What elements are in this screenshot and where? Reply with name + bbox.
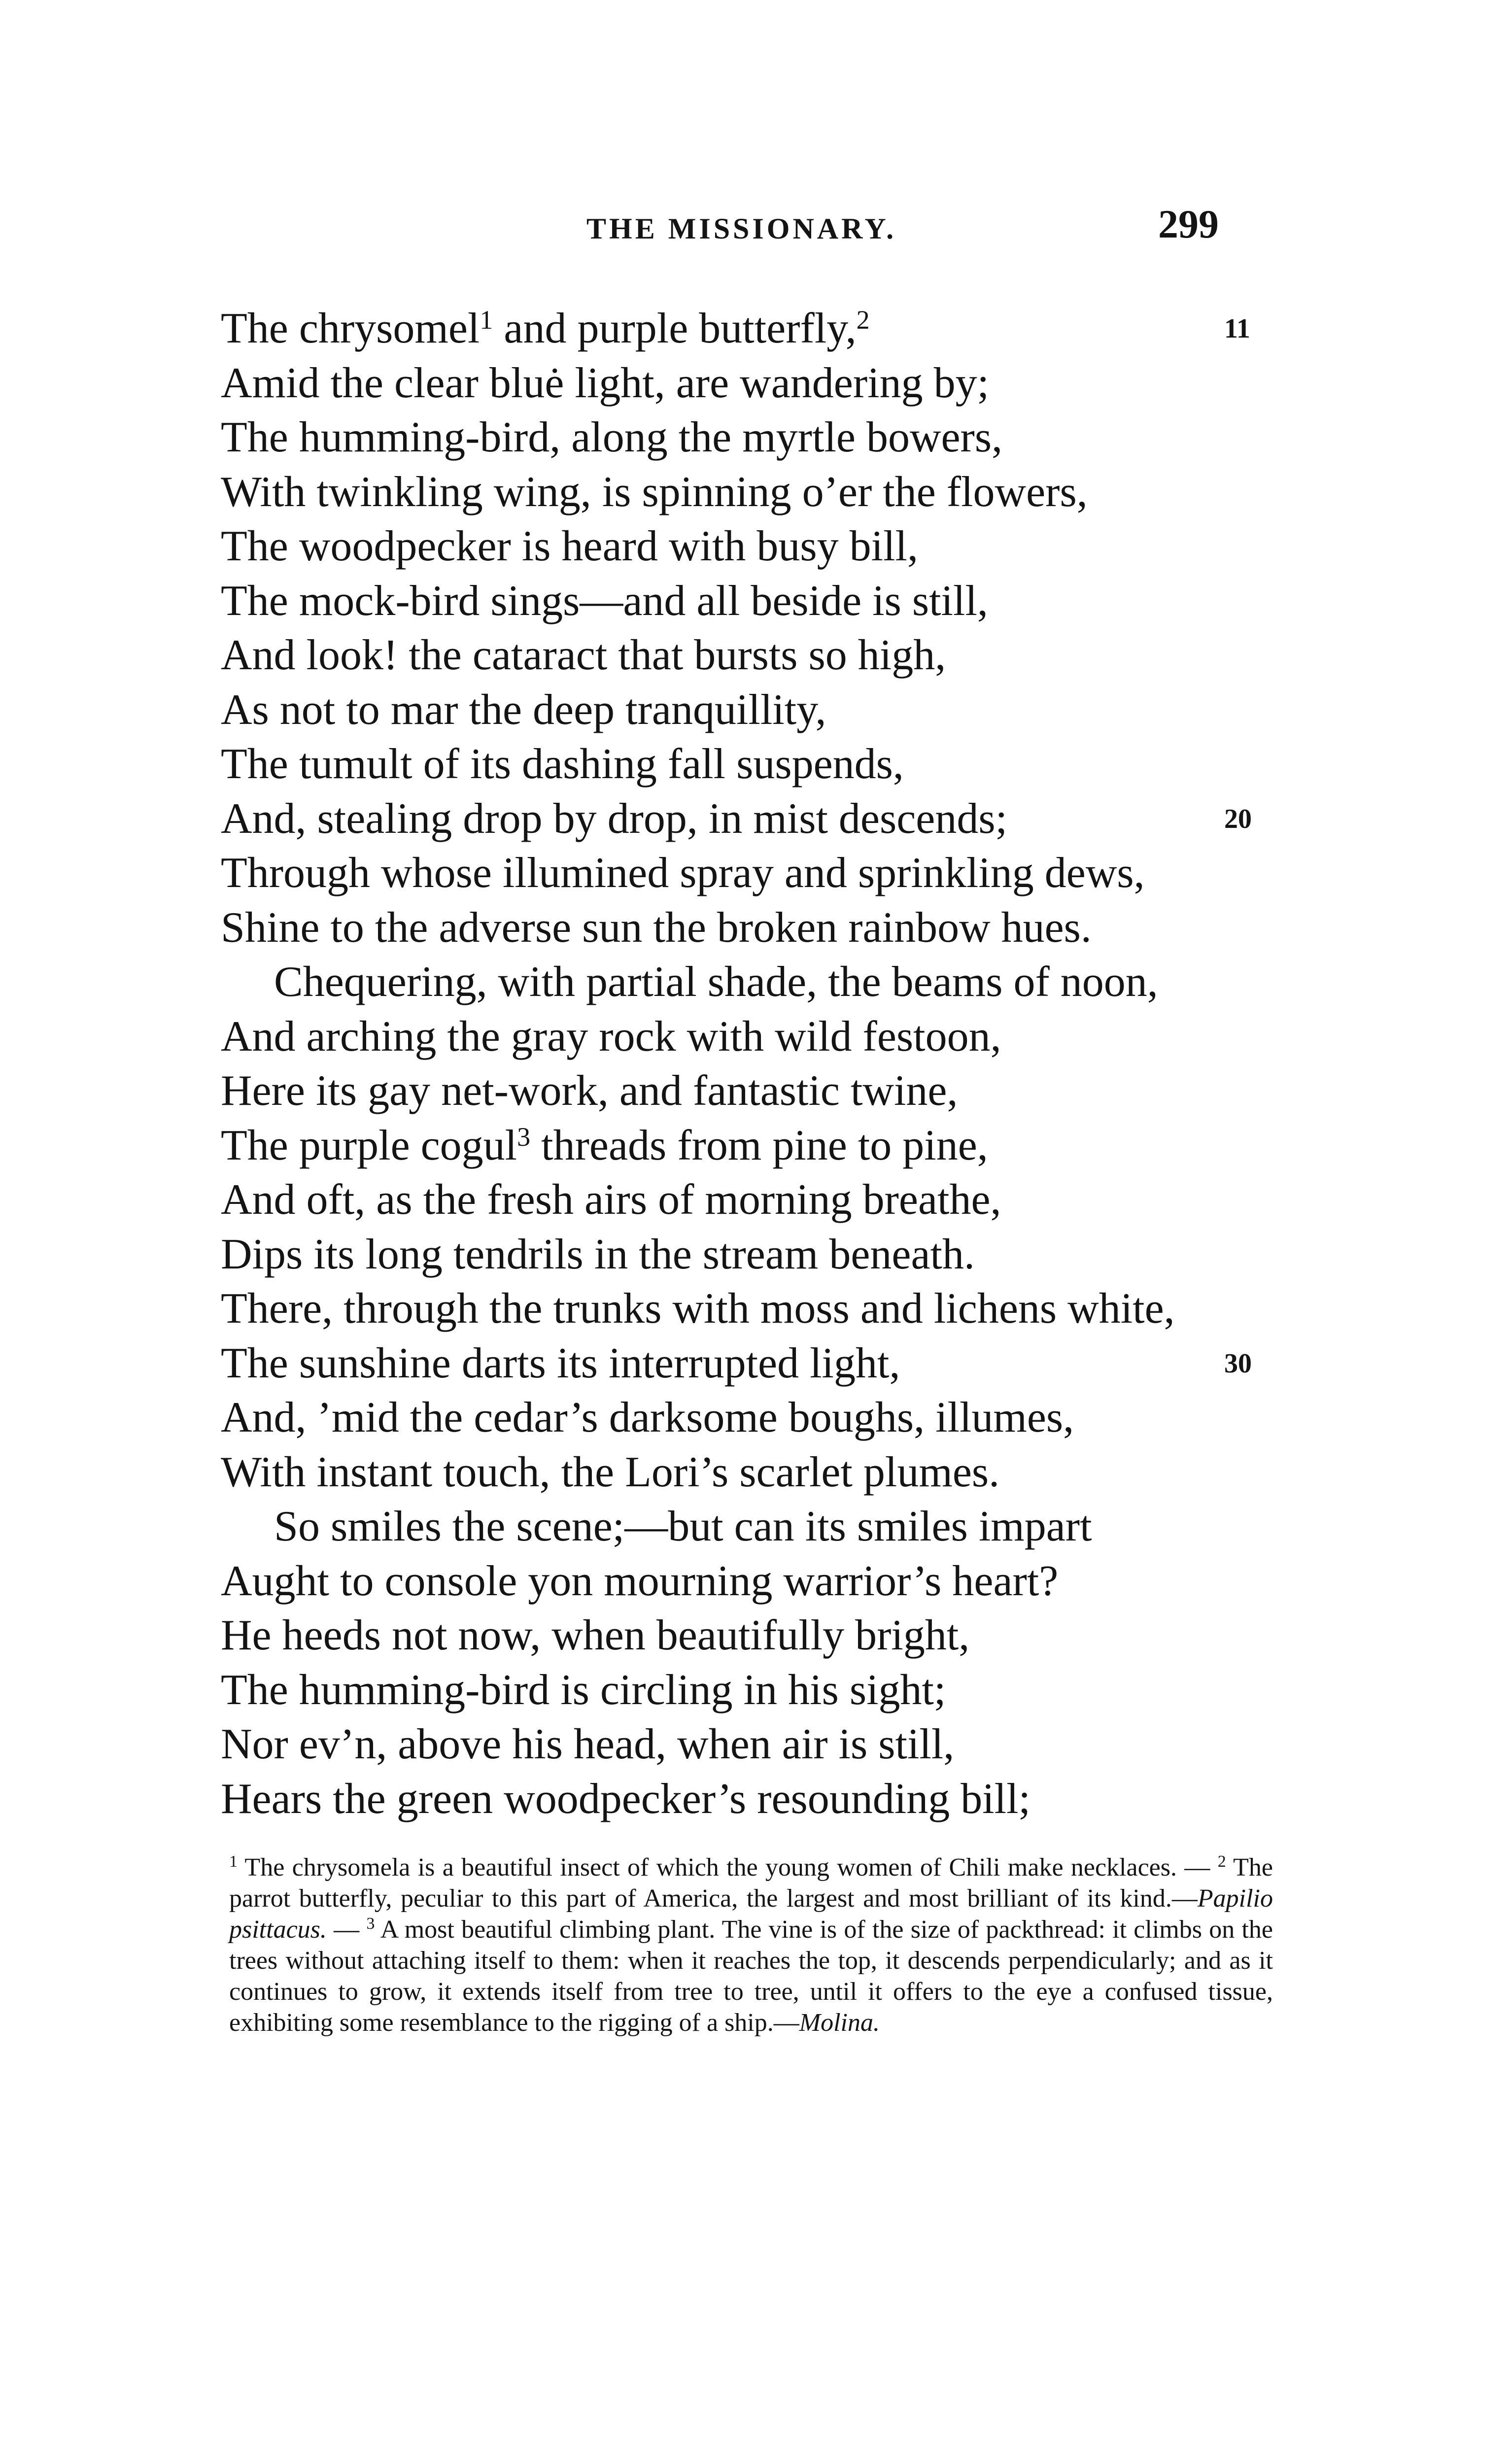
poem-line: [221, 1336, 1305, 1391]
poem-line-text: and purple butterfly,: [493, 305, 857, 352]
poem-line: With twinkling wing, is spinning o’er the flowers,: [221, 468, 1088, 516]
footnote-source: Molina.: [799, 2009, 880, 2037]
footnotes: [229, 1852, 1273, 2038]
poem-line: So smiles the scene;—but can its smiles impart: [274, 1503, 1092, 1550]
poem-line: He heeds not now, when beautifully bright,: [221, 1611, 970, 1659]
footnote-text: A most beautiful climbing plant. The vine is of the size of packthread: it climbs on the trees without attaching itself to them: when it reaches the top, it descends perpendicularly; and as it continues to grow, it extends itself from tree to tree, until it offers to the eye a confused tissue, exhibiting some resemblance to the rigging of a ship.—: [229, 1916, 1273, 2037]
poem-line: Shine to the adverse sun the broken rainbow hues.: [221, 903, 1092, 952]
poem-line-text: threads from pine to pine,: [530, 1121, 988, 1169]
poem-line: [221, 792, 1305, 847]
footnote-mark: 1: [229, 1852, 238, 1871]
poem-line: And look! the cataract that bursts so high,: [221, 631, 946, 679]
footnote-separator: —: [326, 1916, 367, 1944]
poem-line: The humming-bird is circling in his sight;: [221, 1666, 946, 1714]
page-number: 299: [1158, 202, 1219, 246]
poem-line: Amid the clear bluė light, are wandering by;: [221, 359, 990, 407]
poem-line-text: The purple cogul: [221, 1121, 517, 1169]
poem-line: And oft, as the fresh airs of morning breathe,: [221, 1176, 1001, 1224]
poem-line: [221, 1119, 1305, 1173]
line-number: 30: [1224, 1348, 1252, 1379]
footnote-mark: 3: [366, 1915, 375, 1933]
poem-line: With instant touch, the Lori’s scarlet plumes.: [221, 1448, 1000, 1496]
poem-line: As not to mar the deep tranquillity,: [221, 685, 826, 734]
poem-line: There, through the trunks with moss and lichens white,: [221, 1285, 1175, 1333]
poem-line: Nor ev’n, above his head, when air is still,: [221, 1720, 955, 1768]
poem-line: Aught to console yon mourning warrior’s heart?: [221, 1557, 1059, 1605]
poem-line-text: The chrysomel: [221, 305, 480, 352]
footnote-mark: 2: [1217, 1852, 1226, 1871]
poem-line: Chequering, with partial shade, the beams of noon,: [274, 958, 1158, 1006]
poem-line: The woodpecker is heard with busy bill,: [221, 522, 919, 570]
footnote-ref: 2: [856, 305, 870, 335]
footnote-text: The chrysomela is a beautiful insect of which the young women of Chili make necklaces. —: [238, 1853, 1218, 1882]
poem-line: Hears the green woodpecker’s resounding bill;: [221, 1775, 1030, 1823]
line-number: 11: [1224, 313, 1250, 344]
poem-line: [221, 302, 1305, 356]
poem-line: And arching the gray rock with wild festoon,: [221, 1012, 1001, 1061]
poem-line: And, ’mid the cedar’s darksome boughs, illumes,: [221, 1394, 1074, 1441]
line-number: 20: [1224, 803, 1252, 834]
poem-line: Through whose illumined spray and sprinkling dews,: [221, 849, 1145, 897]
poem-line: The tumult of its dashing fall suspends,: [221, 740, 904, 788]
poem-line: The mock-bird sings—and all beside is still,: [221, 577, 988, 625]
poem-line: Here its gay net-work, and fantastic twine,: [221, 1067, 958, 1115]
poem-body: [221, 302, 1305, 1826]
poem-line: Dips its long tendrils in the stream beneath.: [221, 1230, 975, 1278]
footnote-text: The parrot butterfly, peculiar to this part of America, the largest and most brilliant of its kind.—: [229, 1853, 1273, 1913]
footnote-ref: 3: [517, 1122, 531, 1152]
poem-line-text: The sunshine darts its interrupted light,: [221, 1339, 900, 1387]
poem-line: The humming-bird, along the myrtle bowers,: [221, 413, 1003, 461]
poem-line-text: And, stealing drop by drop, in mist descends;: [221, 794, 1008, 843]
running-head: THE MISSIONARY.: [586, 212, 897, 245]
species-name: Papilio psittacus.: [229, 1884, 1273, 1944]
footnote-ref: 1: [480, 305, 493, 335]
